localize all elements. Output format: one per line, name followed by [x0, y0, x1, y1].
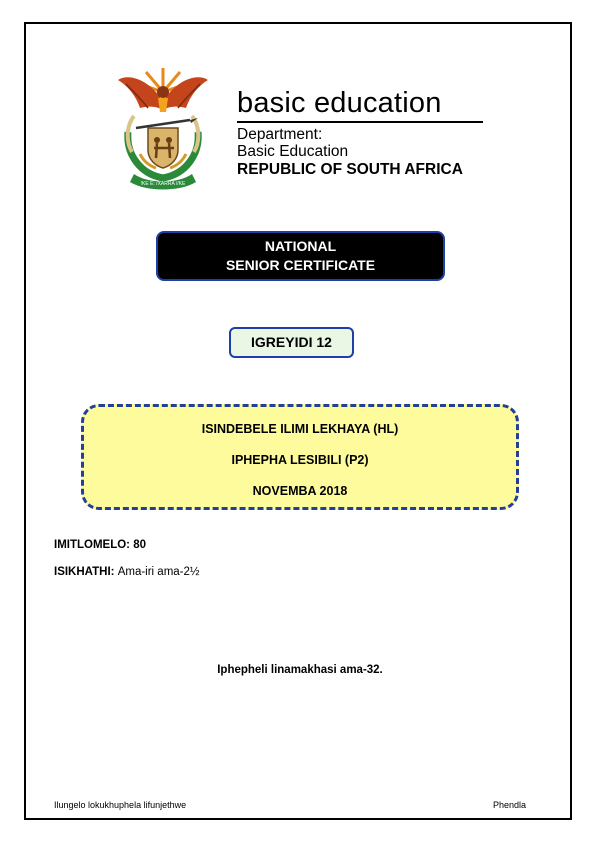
subject-title: ISINDEBELE ILIMI LEKHAYA (HL) [201, 422, 399, 436]
motto-text: !KE E: /XARRA //KE [140, 181, 186, 187]
paper-number: IPHEPHA LESIBILI (P2) [231, 453, 369, 467]
department-name: Basic Education [237, 143, 349, 160]
time-value: Ama-iri ama-2½ [117, 566, 200, 578]
subject-panel [81, 404, 519, 510]
marks-line: IMITLOMELO: 80 [54, 539, 146, 551]
republic-name: REPUBLIC OF SOUTH AFRICA [237, 161, 463, 178]
copyright-note: Ilungelo lokukhuphela lifunjethwe [54, 800, 187, 810]
certificate-line2: SENIOR CERTIFICATE [225, 257, 376, 273]
grade-badge: IGREYIDI 12 [229, 327, 354, 358]
page-count-note: Iphepheli linamakhasi ama-32. [217, 664, 383, 676]
turn-over-note: Phendla [493, 800, 527, 810]
certificate-line1: NATIONAL [264, 238, 337, 254]
brand-rule [237, 121, 483, 123]
time-label: ISIKHATHI: [54, 566, 115, 578]
coat-of-arms-icon [112, 62, 214, 190]
exam-date: NOVEMBA 2018 [252, 484, 348, 498]
time-line [54, 566, 200, 578]
certificate-banner [156, 231, 445, 281]
brand-title: basic education [237, 87, 442, 119]
department-label: Department: [237, 126, 323, 143]
